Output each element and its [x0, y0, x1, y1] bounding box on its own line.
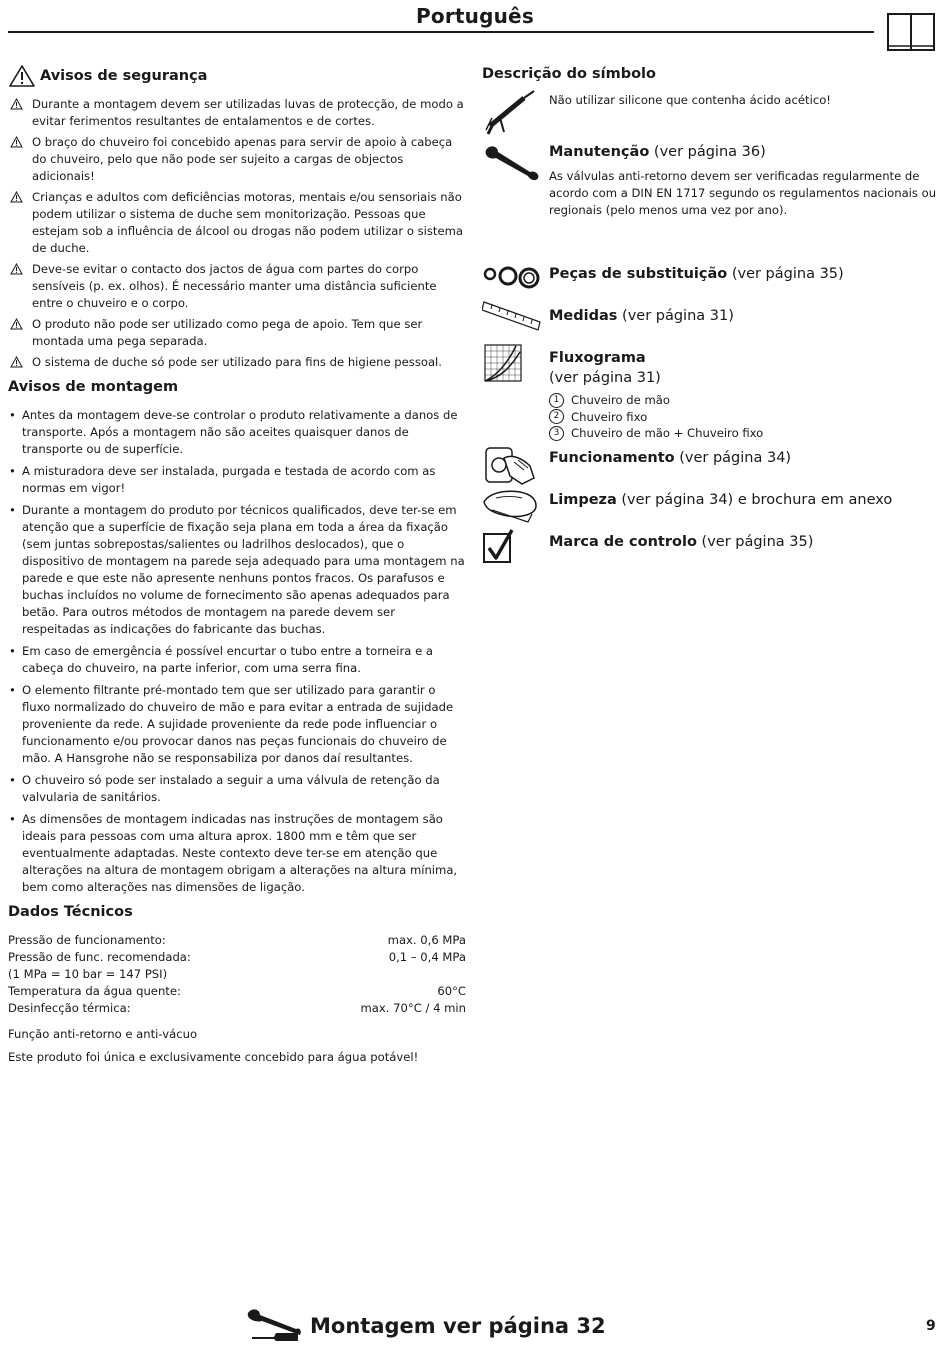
tech-title: Dados Técnicos — [8, 904, 133, 920]
warning-icon — [8, 64, 36, 88]
symbol-function: Funcionamento (ver página 34) — [482, 448, 938, 490]
legend-item: 2 Chuveiro fixo — [549, 409, 938, 426]
cleaning-title: Limpeza — [549, 492, 617, 508]
footer-assembly-label: Montagem ver página 32 — [310, 1314, 606, 1338]
silicone-gun-icon — [482, 88, 540, 138]
book-icon — [886, 12, 936, 52]
symbol-silicone — [482, 92, 938, 142]
page-title: Português — [416, 4, 534, 28]
safety-list — [8, 96, 466, 371]
checkmark-box-icon — [482, 528, 516, 564]
symbol-control-mark: Marca de controlo (ver página 35) — [482, 532, 938, 574]
tech-note-backflow: Função anti-retorno e anti-vácuo — [8, 1027, 198, 1041]
list-item: • O elemento filtrante pré-montado tem que ser utilizado para garantir o fluxo normalizado do chuveiro de mão e para evitar a entrada de sujidade proveniente da rede. A sujidade proveniente da rede pode influenciar o funcionamento e/ou provocar danos nas peças funcionais do chuveiro de mão. A Hansgrohe não se responsabiliza por danos daí resultantes. — [8, 682, 466, 767]
tech-note-potable: Este produto foi única e exclusivamente concebido para água potável! — [8, 1050, 419, 1064]
list-item: O sistema de duche só pode ser utilizado para fins de higiene pessoal. — [8, 354, 466, 371]
warning-icon — [10, 98, 23, 110]
footer-assembly — [246, 1306, 606, 1346]
page-number: 9 — [926, 1318, 936, 1334]
tech-row: Temperatura da água quente: 60°C — [8, 984, 466, 998]
symbol-maintenance: Manutenção (ver página 36) As válvulas anti-retorno devem ser verificadas regularmente de acordo com a DIN EN 1717 segundo os regulamentos nacionais ou regionais (pelo menos uma vez por ano). — [482, 142, 938, 248]
legend-item: 3 Chuveiro de mão + Chuveiro fixo — [549, 425, 938, 442]
tech-row: Pressão de funcionamento: max. 0,6 MPa — [8, 933, 466, 947]
right-column — [482, 64, 938, 574]
list-item: Crianças e adultos com deficiências motoras, mentais e/ou sensoriais não podem utilizar o sistema de duche sem monitorização. Pessoas que estejam sob a influência de álcool ou drogas não podem utilizar o sistema de duche. — [8, 189, 466, 257]
control-mark-title: Marca de controlo — [549, 534, 697, 550]
list-item: • A misturadora deve ser instalada, purgada e testada de acordo com as normas em vigor! — [8, 463, 466, 497]
dimensions-title: Medidas — [549, 308, 618, 324]
maintenance-text: As válvulas anti-retorno devem ser verificadas regularmente de acordo com a DIN EN 1717 segundo os regulamentos nacionais ou regionais (pelo menos uma vez por ano). — [549, 169, 937, 217]
list-item: Durante a montagem devem ser utilizadas luvas de protecção, de modo a evitar ferimentos resultantes de entalamentos e de cortes. — [8, 96, 466, 130]
warning-icon — [10, 136, 23, 148]
tools-icon — [246, 1307, 302, 1345]
symbol-flow — [482, 348, 938, 448]
tech-row: Desinfecção térmica: max. 70°C / 4 min — [8, 1001, 466, 1015]
left-column — [8, 64, 466, 1066]
ruler-icon — [482, 298, 542, 334]
tech-row: (1 MPa = 10 bar = 147 PSI) — [8, 967, 168, 981]
safety-title: Avisos de segurança — [40, 68, 208, 84]
wrench-icon — [482, 142, 542, 182]
mounting-title: Avisos de montagem — [8, 379, 179, 395]
flow-title: Fluxograma — [549, 350, 646, 366]
maintenance-title: Manutenção — [549, 144, 650, 160]
list-item: O braço do chuveiro foi concebido apenas para servir de apoio à cabeça do chuveiro, pelo que não pode ser sujeito a cargas de objectos adicionais! — [8, 134, 466, 185]
symbols-title: Descrição do símbolo — [482, 66, 656, 82]
symbol-cleaning: Limpeza (ver página 34) e brochura em anexo — [482, 490, 938, 532]
tech-row: Pressão de func. recomendada: 0,1 – 0,4 MPa — [8, 950, 466, 964]
list-item: • As dimensões de montagem indicadas nas instruções de montagem são ideais para pessoas com uma altura aprox. 1800 mm e têm que ser eventualmente adaptadas. Neste contexto deve ter-se em atenção que alterações na altura de montagem obrigam a alterações na altura mínima, bem como alterações nas dimensões de ligação. — [8, 811, 466, 896]
function-title: Funcionamento — [549, 450, 675, 466]
warning-icon — [10, 191, 23, 203]
safety-heading — [8, 64, 466, 88]
legend-item: 1 Chuveiro de mão — [549, 392, 938, 409]
list-item: O produto não pode ser utilizado como pega de apoio. Tem que ser montada uma pega separada. — [8, 316, 466, 350]
symbol-parts: Peças de substituição (ver página 35) — [482, 264, 938, 306]
list-item: • O chuveiro só pode ser instalado a seguir a uma válvula de retenção da valvularia de sanitários. — [8, 772, 466, 806]
flow-chart-icon — [482, 342, 524, 384]
spare-parts-icon — [482, 260, 542, 292]
list-item: Deve-se evitar o contacto dos jactos de água com partes do corpo sensíveis (p. ex. olhos). É necessário manter uma distância suficiente entre o chuveiro e o corpo. — [8, 261, 466, 312]
flow-ref: (ver página 31) — [549, 370, 661, 386]
mounting-section — [8, 377, 466, 896]
tech-section — [8, 902, 466, 1066]
cleaning-hand-icon — [482, 480, 540, 526]
silicone-text: Não utilizar silicone que contenha ácido acético! — [549, 93, 831, 107]
flow-legend — [549, 392, 938, 442]
warning-icon — [10, 318, 23, 330]
list-item: • Em caso de emergência é possível encurtar o tubo entre a torneira e a cabeça do chuveiro, na parte inferior, com uma serra fina. — [8, 643, 466, 677]
list-item: • Durante a montagem do produto por técnicos qualificados, deve ter-se em atenção que a superfície de fixação seja plana em toda a área da fixação (sem juntas sobrepostas/salientes ou ladrilhos deslocados), que o dispositivo de montagem na parede seja adequado para uma montagem na parede e que este não apresente nenhuns pontos fracos. Os parafusos e buchas incluídos no volume de fornecimento são apenas adequados para betão. Para outros métodos de montagem na parede devem ser respeitadas as indicações do fabricante das buchas. — [8, 502, 466, 638]
list-item: • Antes da montagem deve-se controlar o produto relativamente a danos de transporte. Após a montagem não são aceites quaisquer danos de transporte ou de superfície. — [8, 407, 466, 458]
parts-title: Peças de substituição — [549, 266, 728, 282]
symbol-dimensions: Medidas (ver página 31) — [482, 306, 938, 348]
warning-icon — [10, 356, 23, 368]
header-rule — [8, 31, 874, 33]
warning-icon — [10, 263, 23, 275]
